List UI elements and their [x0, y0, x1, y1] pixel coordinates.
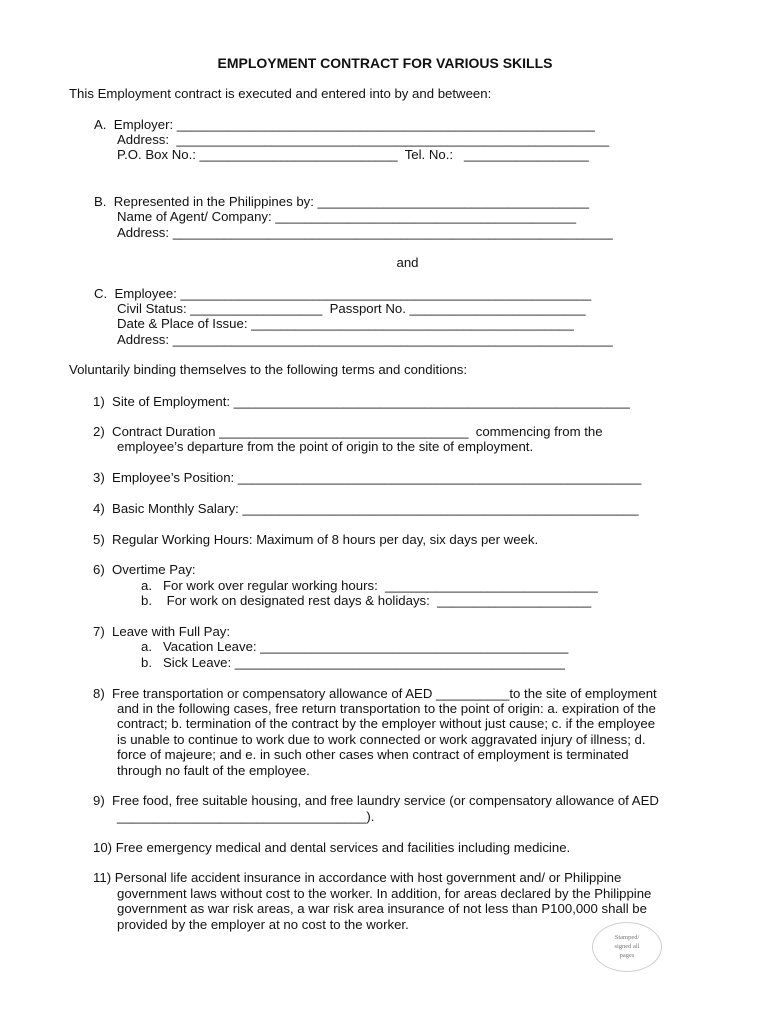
and-text: and: [396, 255, 419, 270]
stamp-seal: [592, 922, 662, 972]
employer-line: A. Employer: _________________________________________________________: [94, 117, 595, 132]
term-11-cont-3: provided by the employer at no cost to the worker.: [117, 917, 409, 932]
represented-line: B. Represented in the Philippines by: _____________________________________: [94, 194, 589, 209]
term-3: 3) Employee’s Position: _______________________________________________________: [93, 470, 642, 485]
term-7a: a. Vacation Leave: __________________________________________: [141, 639, 569, 654]
employer-address-line: Address: ___________________________________________________________: [117, 132, 610, 147]
term-11: 11) Personal life accident insurance in accordance with host government and/ or Philippine: [93, 870, 622, 885]
term-8-cont-4: force of majeure; and e. in such other cases when contract of employment is terminated: [117, 747, 629, 762]
date-place-issue-line: Date & Place of Issue: ____________________________________________: [117, 316, 574, 331]
term-8-cont-3: is unable to continue to work due to work connected or work aggravated injury of illness; d.: [117, 732, 646, 747]
term-6: 6) Overtime Pay:: [93, 562, 196, 577]
binding-text: Voluntarily binding themselves to the following terms and conditions:: [69, 362, 468, 377]
term-10: 10) Free emergency medical and dental services and facilities including medicine.: [93, 840, 571, 855]
term-8-cont-5: through no fault of the employee.: [117, 763, 310, 778]
term-8: 8) Free transportation or compensatory allowance of AED __________to the site of employment: [93, 686, 657, 701]
stamp-text-1: Stamped/: [614, 934, 640, 941]
term-9: 9) Free food, free suitable housing, and free laundry service (or compensatory allowance of AED: [93, 793, 659, 808]
stamp-text-2: signed all: [614, 943, 640, 950]
term-4: 4) Basic Monthly Salary: ______________________________________________________: [93, 501, 639, 516]
agent-company-line: Name of Agent/ Company: _________________________________________: [117, 209, 577, 224]
term-7b: b. Sick Leave: _____________________________________________: [141, 655, 565, 670]
term-1: 1) Site of Employment: ______________________________________________________: [93, 394, 630, 409]
employer-pobox-line: P.O. Box No.: ___________________________ Tel. No.: _________________: [117, 147, 589, 162]
term-6b: b. For work on designated rest days & holidays: _____________________: [141, 593, 592, 608]
intro-text: This Employment contract is executed and entered into by and between:: [69, 86, 492, 101]
term-5: 5) Regular Working Hours: Maximum of 8 hours per day, six days per week.: [93, 532, 539, 547]
term-2: 2) Contract Duration __________________________________ commencing from the: [93, 424, 603, 439]
employee-address-line: Address: ____________________________________________________________: [117, 332, 613, 347]
term-11-cont-2: government as war risk areas, a war risk area insurance of not less than P100,000 shall be: [117, 901, 647, 916]
term-8-cont-1: and in the following cases, free return transportation to the point of origin: a. expiration of the: [117, 701, 656, 716]
term-8-cont-2: contract; b. termination of the contract by the employer without just cause; c. if the employee: [117, 716, 656, 731]
employee-line: C. Employee: ________________________________________________________: [94, 286, 592, 301]
term-11-cont-1: government laws without cost to the worker. In addition, for areas declared by the Philippine: [117, 886, 652, 901]
term-2-cont: employee’s departure from the point of origin to the site of employment.: [117, 439, 534, 454]
term-6a: a. For work over regular working hours: _____________________________: [141, 578, 598, 593]
document-title: EMPLOYMENT CONTRACT FOR VARIOUS SKILLS: [217, 55, 553, 71]
agent-address-line: Address: ____________________________________________________________: [117, 225, 613, 240]
civil-status-line: Civil Status: __________________ Passport No. ________________________: [117, 301, 586, 316]
term-7: 7) Leave with Full Pay:: [93, 624, 231, 639]
stamp-text-3: pages: [619, 952, 635, 959]
term-9-cont: __________________________________).: [117, 809, 375, 824]
